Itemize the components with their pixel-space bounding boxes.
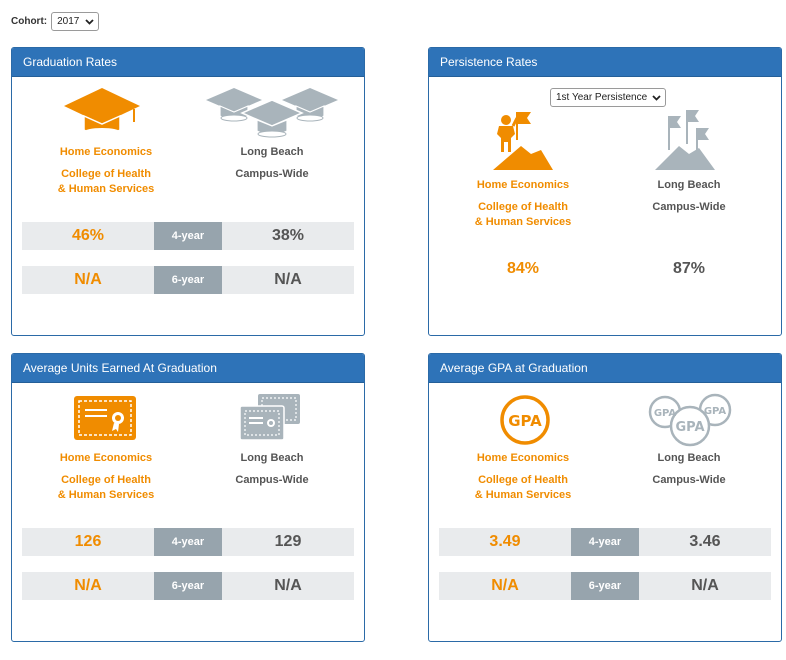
gpa-badges-group-icon xyxy=(647,392,733,455)
graduation-rates-panel xyxy=(11,47,365,336)
units-6year-left-value: N/A xyxy=(22,572,154,600)
certificates-stack-icon xyxy=(238,392,304,451)
units-6year-right-value: N/A xyxy=(222,572,354,600)
summit-flags-icon xyxy=(653,106,717,177)
gpa-6year-label: 6-year xyxy=(571,572,639,600)
units-row-4year xyxy=(22,528,354,556)
units-right-name: Long Beach xyxy=(240,452,304,464)
units-4year-label: 4-year xyxy=(154,528,222,556)
pers-left-college: College of Health & Human Services xyxy=(474,201,572,228)
gpa-4year-left-value: 3.49 xyxy=(439,528,571,556)
grad-left-name: Home Economics xyxy=(59,146,153,158)
pers-left-value: 84% xyxy=(506,260,540,277)
average-units-title: Average Units Earned At Graduation xyxy=(12,354,364,383)
grad-6year-right-value: N/A xyxy=(222,266,354,294)
gpa-6year-right-value: N/A xyxy=(639,572,771,600)
average-gpa-title: Average GPA at Graduation xyxy=(429,354,781,383)
gpa-badge-icon xyxy=(499,394,551,451)
units-row-6year xyxy=(22,572,354,600)
units-left-college: College of Health & Human Services xyxy=(57,474,155,501)
units-right-scope: Campus-Wide xyxy=(235,474,309,486)
gpa-text-left: GPA xyxy=(653,408,677,419)
gpa-right-name: Long Beach xyxy=(657,452,721,464)
grad-6year-left-value: N/A xyxy=(22,266,154,294)
gpa-6year-left-value: N/A xyxy=(439,572,571,600)
units-4year-left-value: 126 xyxy=(22,528,154,556)
persistence-select-value: 1st Year Persistence xyxy=(556,92,648,103)
pers-right-scope: Campus-Wide xyxy=(652,201,726,213)
gpa-left-name: Home Economics xyxy=(476,452,570,464)
gpa-left-college: College of Health & Human Services xyxy=(474,474,572,501)
gpa-row-4year xyxy=(439,528,771,556)
certificate-icon xyxy=(72,394,138,449)
gpa-badge-text: GPA xyxy=(508,412,542,430)
gpa-4year-label: 4-year xyxy=(571,528,639,556)
pers-right-name: Long Beach xyxy=(657,179,721,191)
chevron-down-icon xyxy=(652,95,661,101)
cohort-label: Cohort: xyxy=(11,16,48,27)
summit-flag-person-icon xyxy=(491,106,555,177)
grad-4year-right-value: 38% xyxy=(222,222,354,250)
gpa-row-6year xyxy=(439,572,771,600)
units-left-name: Home Economics xyxy=(59,452,153,464)
grad-left-college: College of Health & Human Services xyxy=(57,168,155,195)
grad-row-4year xyxy=(22,222,354,250)
persistence-rates-title: Persistence Rates xyxy=(429,48,781,77)
grad-4year-label: 4-year xyxy=(154,222,222,250)
units-4year-right-value: 129 xyxy=(222,528,354,556)
grad-6year-label: 6-year xyxy=(154,266,222,294)
grad-row-6year xyxy=(22,266,354,294)
graduation-cap-icon xyxy=(62,86,142,147)
gpa-text-right: GPA xyxy=(703,406,727,417)
grad-right-name: Long Beach xyxy=(240,146,304,158)
graduation-rates-title: Graduation Rates xyxy=(12,48,364,77)
gpa-4year-right-value: 3.46 xyxy=(639,528,771,556)
average-gpa-panel xyxy=(428,353,782,642)
gpa-right-scope: Campus-Wide xyxy=(652,474,726,486)
average-units-panel xyxy=(11,353,365,642)
grad-right-scope: Campus-Wide xyxy=(235,168,309,180)
graduation-caps-group-icon xyxy=(204,86,342,149)
persistence-type-select[interactable] xyxy=(550,88,666,107)
cohort-select-value: 2017 xyxy=(57,16,80,27)
grad-4year-left-value: 46% xyxy=(22,222,154,250)
cohort-bar xyxy=(11,12,99,31)
cohort-select[interactable] xyxy=(51,12,99,31)
pers-right-value: 87% xyxy=(672,260,706,277)
gpa-text-center: GPA xyxy=(675,420,705,435)
pers-left-name: Home Economics xyxy=(476,179,570,191)
chevron-down-icon xyxy=(85,19,94,25)
units-6year-label: 6-year xyxy=(154,572,222,600)
persistence-rates-panel xyxy=(428,47,782,336)
